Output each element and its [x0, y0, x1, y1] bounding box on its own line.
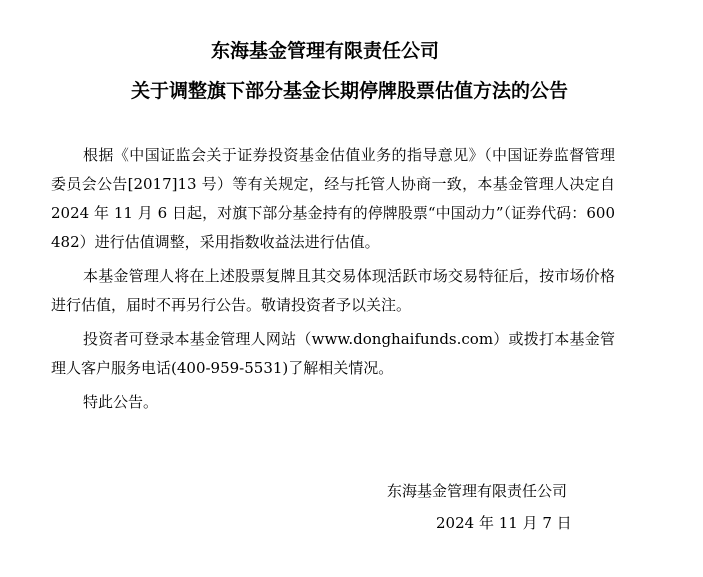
signature-date: 2024 年 11 月 7 日 [436, 514, 572, 532]
body-paragraph-1: 根据《中国证监会关于证券投资基金估值业务的指导意见》（中国证券监督管理委员会公告[2017]13 号）等有关规定，经与托管人协商一致，本基金管理人决定自 2024 年 11 月 6 日起，对旗下部分基金持有的停牌股票“中国动力”（证券代码：600482）进行估值调整，采用指数收益法进行估值。 [51, 146, 615, 251]
closing-paragraph: 特此公告。 [83, 393, 159, 411]
body-paragraph-2: 本基金管理人将在上述股票复牌且其交易体现活跃市场交易特征后，按市场价格进行估值，届时不再另行公告。敬请投资者予以关注。 [51, 267, 615, 314]
issuer-title: 东海基金管理有限责任公司 [211, 40, 440, 62]
signature-company: 东海基金管理有限责任公司 [387, 482, 568, 500]
announcement-title: 关于调整旗下部分基金长期停牌股票估值方法的公告 [131, 80, 569, 102]
body-paragraph-3: 投资者可登录本基金管理人网站（www.donghaifunds.com）或拨打本基金管理人客户服务电话(400-959-5531)了解相关情况。 [51, 330, 615, 377]
